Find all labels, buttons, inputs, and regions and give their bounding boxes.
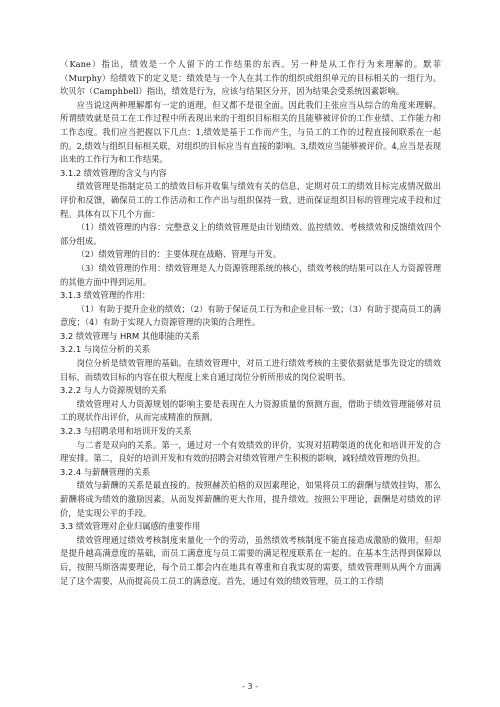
paragraph: 岗位分析是绩效管理的基础。在绩效管理中，对员工进行绩效考核的主要依据就是事先设定的绩效目标，而绩效目标的内容在很大程度上来自通过岗位分析所形成的岗位说明书。 <box>60 358 441 382</box>
list-item: （2）绩效管理的目的：主要体现在战略、管理与开发。 <box>76 249 281 260</box>
paragraph: 绩效管理是指制定员工的绩效目标并收集与绩效有关的信息，定期对员工的绩效目标完成情况做出评价和反馈，确保员工的工作活动和工作产出与组织保持一致，进而保证组织目标的管理完成手段和过程。具体有以下几个方面： <box>60 181 441 219</box>
list-item: （3）绩效管理的作用：绩效管理是人力资源管理系统的核心，绩效考核的结果可以在人力资源管理的其他方面中得到运用。 <box>60 262 441 287</box>
page-number: - 3 - <box>242 682 258 691</box>
paragraph: 应当说这两种理解都有一定的道理，但又都不是很全面。因此我们主张应当从综合的角度来理解。所谓绩效就是员工在工作过程中所表现出来的于组织目标相关的且能够被评价的工作业绩、工作能力和工作态度。我们应当把握以下几点：1,绩效是基于工作而产生，与员工的工作的过程直接间联系在一起的。2,绩效与组织目标相关联，对组织的目标应当有直接的影响。3,绩效应当能够被评价。4,应当是表现出来的工作行为和工作结果。 <box>60 99 441 165</box>
section-heading: 3.2.3 与招聘录用和培训开发的关系 <box>60 426 192 437</box>
paragraph: （1）有助于提升企业的绩效；（2）有助于保证员工行为和企业目标一致；（3）有助于提高员工的满意度；（4）有助于实现人力资源管理的决策的合理性。 <box>60 303 441 328</box>
list-item: （1）绩效管理的内容：完整意义上的绩效管理是由计划绩效、监控绩效、考核绩效和反馈绩效四个部分组成。 <box>60 222 441 246</box>
paragraph: （Kane）指出，绩效是一个人留下的工作结果的东西。另一种是从工作行为来理解的。默菲（Murphy）给绩效下的定义是：绩效是与一个人在其工作的组织或组织单元的目标相关的一组行为。坎贝尔（Camphbell）指出，绩效是行为，应该与结果区分开，因为结果会受系统因素影响。 <box>60 59 441 97</box>
section-heading: 3.3 绩效管理对企业归属感的重要作用 <box>60 521 201 532</box>
section-heading: 3.1.2 绩效管理的含义与内容 <box>60 167 167 178</box>
section-heading: 3.2 绩效管理与 HRM 其他职能的关系 <box>60 330 200 341</box>
paragraph: 绩效管理对人力资源规划的影响主要是表现在人力资源质量的预测方面，借助于绩效管理能够对员工的现状作出评价，从而完成精准的预测。 <box>60 398 441 423</box>
section-heading: 3.2.2 与人力资源规划的关系 <box>60 385 167 396</box>
section-heading: 3.2.4 与薪酬管理的关系 <box>60 466 151 477</box>
paragraph: 与二者是双向的关系。第一，通过对一个有效绩效的评价，实现对招聘渠道的优化和培训开发的合理安排。第二，良好的培训开发和有效的招聘会对绩效管理产生积极的影响，减轻绩效管理的负担。 <box>60 439 441 464</box>
section-heading: 3.2.1 与岗位分析的关系 <box>60 344 151 355</box>
section-heading: 3.1.3 绩效管理的作用： <box>60 290 151 301</box>
document-page <box>60 58 441 588</box>
paragraph: 绩效管理通过绩效考核制度来量化一个的劳动，虽然绩效考核制度不能直接造成激励的做用，但却是提升越高满意度的基础，而员工满意度与员工需要的满足程度联系在一起的。在基本生活得到保障以后，按照马斯洛需要理论，每个员工都会内在地具有尊重和自我实现的需要，绩效管理则从两个方面满足了这个需要，从而提高员工员工的满意度。首先，通过有效的绩效管理，员工的工作绩 <box>60 534 441 586</box>
paragraph: 绩效与薪酬的关系是最直接的。按照赫茨伯格的双因素理论，如果将员工的薪酬与绩效挂钩，那么薪酬将成为绩效的激励因素，从而发挥薪酬的更大作用，提升绩效。按照公平理论，薪酬是对绩效的评价，是实现公平的手段。 <box>60 480 441 518</box>
